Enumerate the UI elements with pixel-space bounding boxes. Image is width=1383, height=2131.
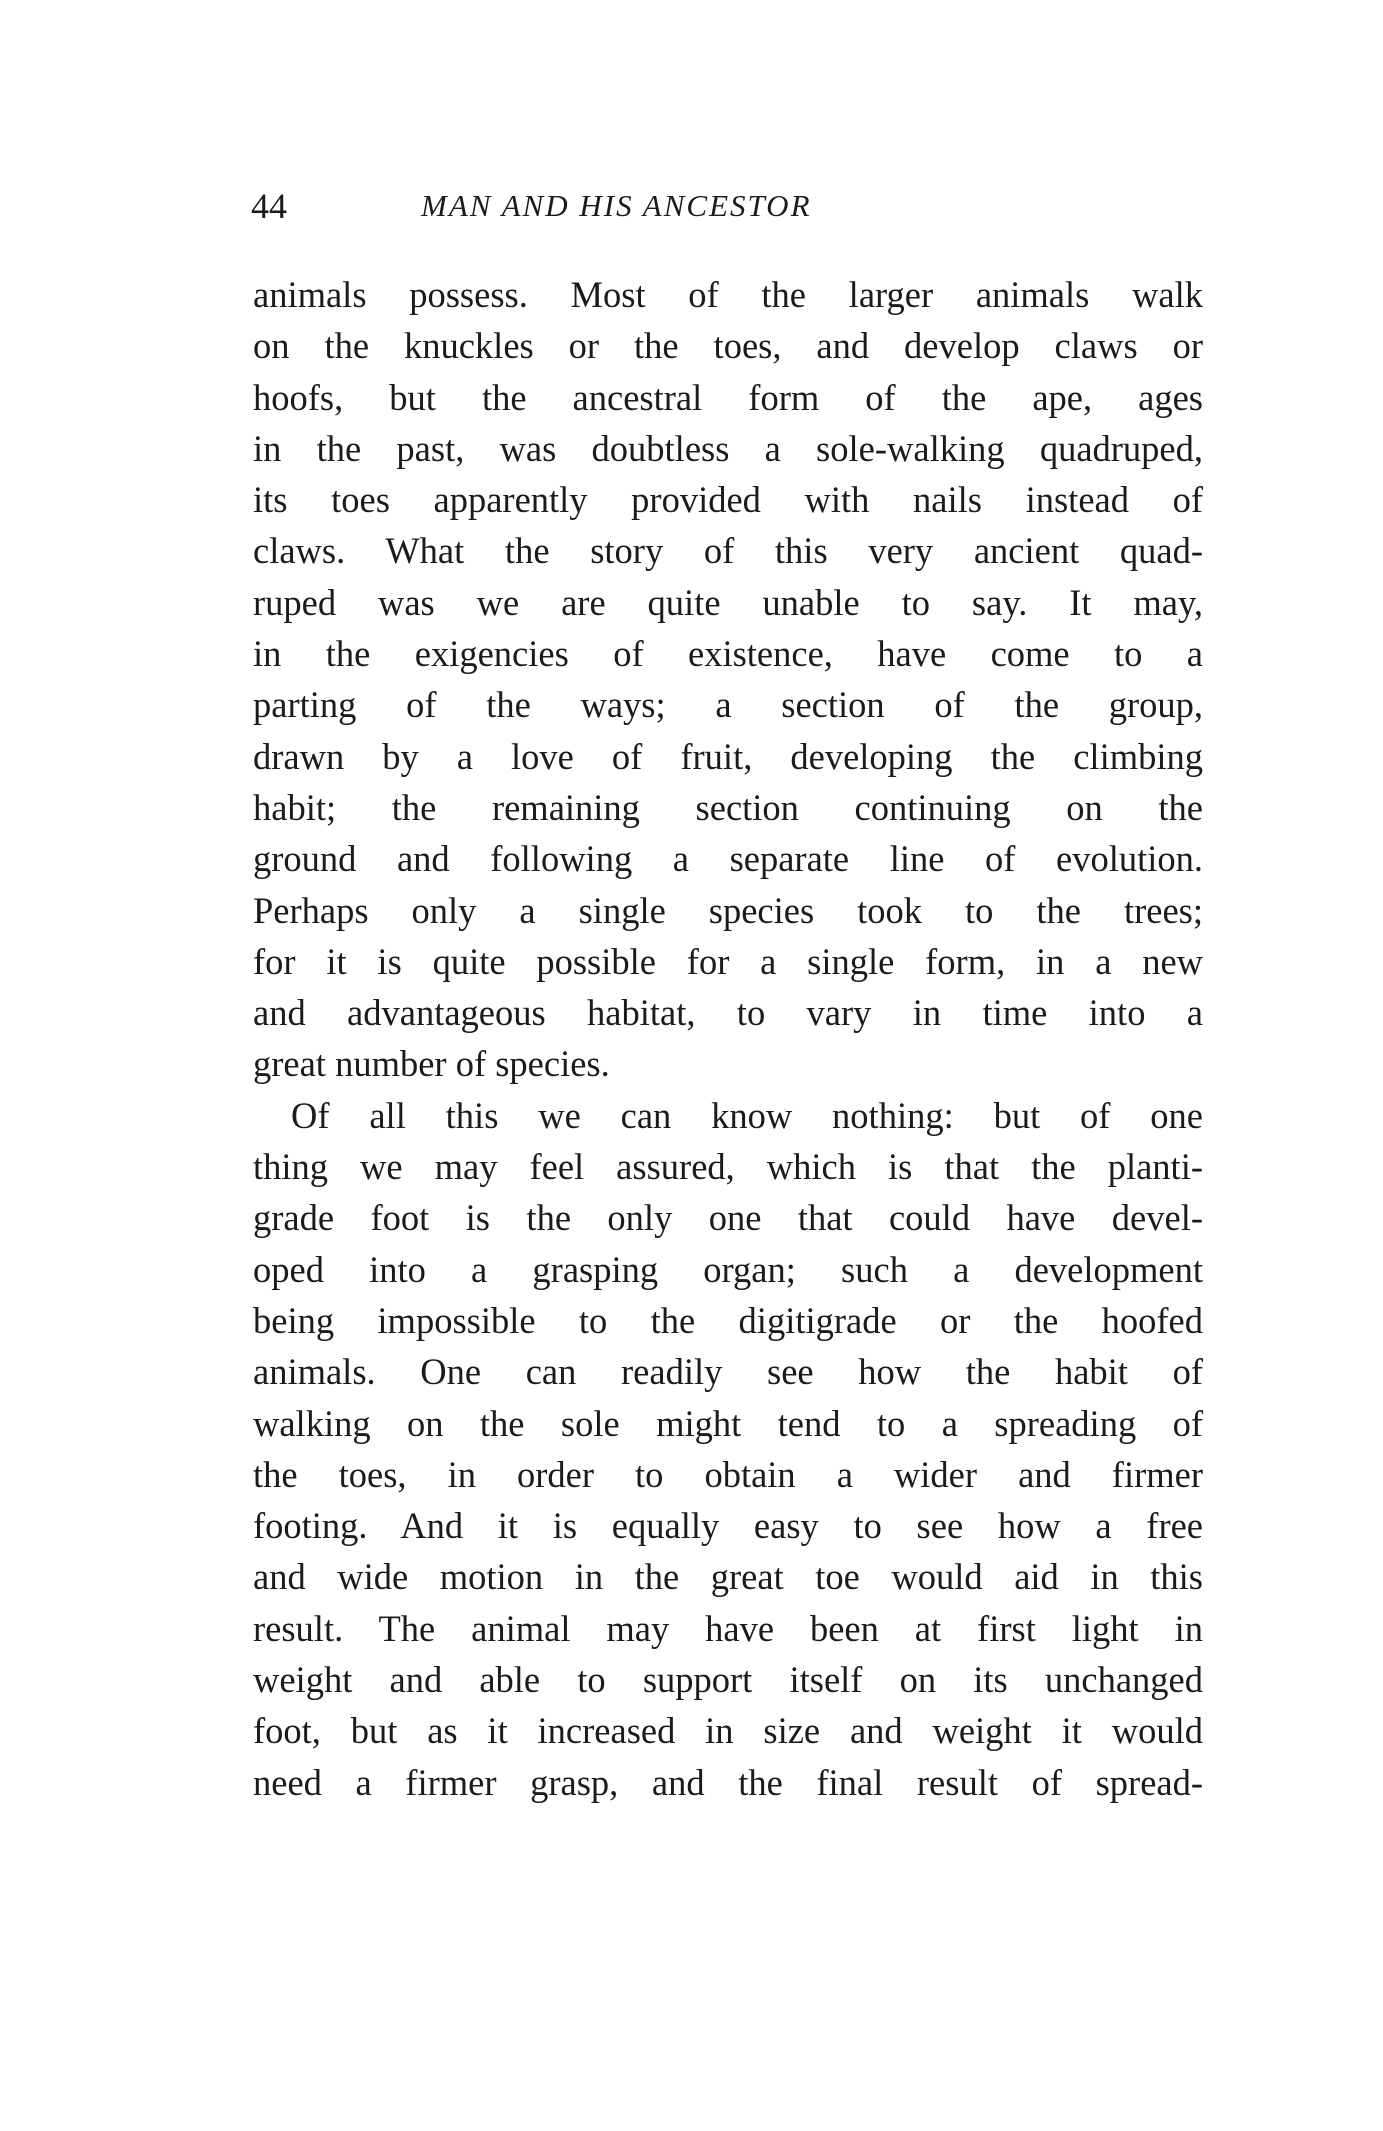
text-line: animals. One can readily see how the habit of: [253, 1351, 1203, 1393]
page-number: 44: [251, 186, 287, 226]
page-header: [251, 180, 1201, 232]
text-line: weight and able to support itself on its unchanged: [253, 1659, 1203, 1701]
text-line: Of all this we can know nothing: but of one: [291, 1094, 1203, 1136]
text-line: great number of species.: [253, 1043, 610, 1085]
paragraph-1: [253, 269, 1203, 1090]
text-line: and wide motion in the great toe would aid in this: [253, 1556, 1203, 1598]
text-line: ruped was we are quite unable to say. It may,: [253, 581, 1203, 623]
text-line: in the exigencies of existence, have come to a: [253, 633, 1203, 675]
paragraph-2: [253, 1090, 1203, 1808]
text-line: result. The animal may have been at first light in: [253, 1607, 1203, 1649]
text-line: habit; the remaining section continuing on the: [253, 786, 1203, 828]
text-line: animals possess. Most of the larger animals walk: [253, 274, 1203, 315]
text-line: the toes, in order to obtain a wider and firmer: [253, 1453, 1203, 1495]
text-line: drawn by a love of fruit, developing the climbing: [253, 735, 1203, 777]
text-line: foot, but as it increased in size and weight it would: [253, 1710, 1203, 1752]
text-line: thing we may feel assured, which is that the planti-: [253, 1146, 1203, 1188]
text-line: being impossible to the digitigrade or the hoofed: [253, 1299, 1203, 1341]
text-line: for it is quite possible for a single form, in a new: [253, 940, 1203, 982]
running-title: MAN AND HIS ANCESTOR: [421, 188, 812, 223]
body-text: [253, 269, 1203, 1808]
text-line: hoofs, but the ancestral form of the ape, ages: [253, 376, 1203, 418]
text-line: claws. What the story of this very ancient quad-: [253, 530, 1203, 572]
text-line: its toes apparently provided with nails instead of: [253, 479, 1203, 521]
text-line: grade foot is the only one that could have devel-: [253, 1197, 1203, 1239]
text-line: and advantageous habitat, to vary in time into a: [253, 992, 1203, 1034]
text-line: oped into a grasping organ; such a development: [253, 1248, 1203, 1290]
text-line: Perhaps only a single species took to the trees;: [253, 889, 1203, 931]
text-line: on the knuckles or the toes, and develop claws or: [253, 325, 1203, 367]
text-line: need a firmer grasp, and the final result of spread-: [253, 1761, 1203, 1803]
text-line: ground and following a separate line of evolution.: [253, 838, 1203, 880]
text-line: footing. And it is equally easy to see how a free: [253, 1505, 1203, 1547]
text-line: in the past, was doubtless a sole-walking quadruped,: [253, 427, 1203, 469]
text-line: parting of the ways; a section of the group,: [253, 684, 1203, 726]
text-line: walking on the sole might tend to a spreading of: [253, 1402, 1203, 1444]
